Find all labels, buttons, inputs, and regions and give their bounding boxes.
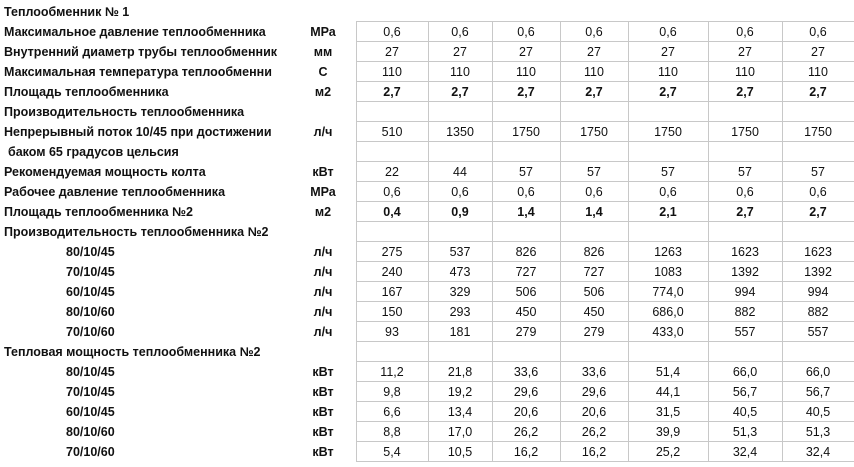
grid-line — [356, 181, 854, 182]
value-cell: 0,6 — [585, 185, 603, 199]
value-cell: 0,6 — [736, 25, 754, 39]
table-row — [0, 302, 854, 322]
value-cell: 44,1 — [655, 385, 681, 399]
row-unit: кВт — [312, 365, 334, 379]
value-cell: 57 — [661, 165, 675, 179]
value-cell: 57 — [587, 165, 601, 179]
row-unit: л/ч — [313, 265, 333, 279]
value-cell: 40,5 — [732, 405, 758, 419]
value-cell: 57 — [519, 165, 533, 179]
grid-line — [356, 441, 854, 442]
value-cell: 2,7 — [451, 85, 469, 99]
value-cell: 686,0 — [652, 305, 684, 319]
value-cell: 0,6 — [736, 185, 754, 199]
value-cell: 473 — [449, 265, 471, 279]
value-cell: 110 — [584, 65, 604, 79]
grid-line — [708, 22, 709, 462]
value-cell: 2,7 — [736, 205, 754, 219]
row-unit: кВт — [312, 165, 334, 179]
grid-line — [356, 121, 854, 122]
table-row — [0, 322, 854, 342]
grid-line — [560, 22, 561, 462]
value-cell: 0,9 — [451, 205, 469, 219]
grid-line — [356, 141, 854, 142]
value-cell: 110 — [735, 65, 755, 79]
value-cell: 727 — [583, 265, 605, 279]
row-label: Максимальное давление теплообменника — [4, 25, 266, 39]
grid-line — [492, 22, 493, 462]
value-cell: 93 — [385, 325, 399, 339]
value-cell: 0,6 — [809, 185, 827, 199]
value-cell: 19,2 — [447, 385, 473, 399]
value-cell: 40,5 — [805, 405, 831, 419]
value-cell: 826 — [515, 245, 537, 259]
row-label: баком 65 градусов цельсия — [8, 145, 179, 159]
table-row — [0, 182, 854, 202]
grid-line — [356, 61, 854, 62]
table-row — [0, 202, 854, 222]
row-unit: л/ч — [313, 305, 333, 319]
value-cell: 506 — [515, 285, 537, 299]
value-cell: 0,6 — [659, 185, 677, 199]
grid-line — [356, 201, 854, 202]
table-row — [0, 342, 854, 362]
value-cell: 1750 — [580, 125, 608, 139]
value-cell: 2,7 — [809, 85, 827, 99]
value-cell: 1083 — [654, 265, 682, 279]
value-cell: 13,4 — [447, 405, 473, 419]
row-unit: л/ч — [313, 285, 333, 299]
value-cell: 2,7 — [383, 85, 401, 99]
value-cell: 2,1 — [659, 205, 677, 219]
grid-line — [356, 81, 854, 82]
table-row — [0, 442, 854, 462]
grid-line — [356, 321, 854, 322]
table-row — [0, 402, 854, 422]
row-label: 80/10/45 — [66, 365, 115, 379]
value-cell: 994 — [734, 285, 756, 299]
value-cell: 27 — [738, 45, 752, 59]
row-label: 70/10/60 — [66, 445, 115, 459]
value-cell: 110 — [658, 65, 678, 79]
value-cell: 0,6 — [585, 25, 603, 39]
value-cell: 0,6 — [451, 185, 469, 199]
value-cell: 51,4 — [655, 365, 681, 379]
grid-line — [356, 161, 854, 162]
row-label: Производительность теплообменника №2 — [4, 225, 269, 239]
value-cell: 110 — [516, 65, 536, 79]
value-cell: 20,6 — [513, 405, 539, 419]
value-cell: 2,7 — [659, 85, 677, 99]
row-label: 70/10/45 — [66, 265, 115, 279]
grid-line — [356, 41, 854, 42]
row-unit: м2 — [314, 205, 332, 219]
row-unit: С — [318, 65, 328, 79]
value-cell: 450 — [583, 305, 605, 319]
value-cell: 29,6 — [513, 385, 539, 399]
value-cell: 0,6 — [383, 25, 401, 39]
row-unit: МРа — [310, 25, 336, 39]
value-cell: 8,8 — [383, 425, 401, 439]
value-cell: 727 — [515, 265, 537, 279]
value-cell: 31,5 — [655, 405, 681, 419]
value-cell: 510 — [381, 125, 403, 139]
value-cell: 329 — [449, 285, 471, 299]
row-label: 70/10/45 — [66, 385, 115, 399]
value-cell: 16,2 — [581, 445, 607, 459]
value-cell: 56,7 — [732, 385, 758, 399]
value-cell: 1263 — [654, 245, 682, 259]
value-cell: 0,6 — [517, 25, 535, 39]
value-cell: 1,4 — [517, 205, 535, 219]
grid-line — [356, 401, 854, 402]
value-cell: 450 — [515, 305, 537, 319]
value-cell: 275 — [381, 245, 403, 259]
value-cell: 433,0 — [652, 325, 684, 339]
value-cell: 506 — [583, 285, 605, 299]
value-cell: 0,6 — [659, 25, 677, 39]
grid-line — [356, 421, 854, 422]
value-cell: 10,5 — [447, 445, 473, 459]
value-cell: 1350 — [446, 125, 474, 139]
row-label: 70/10/60 — [66, 325, 115, 339]
row-label: 60/10/45 — [66, 405, 115, 419]
grid-line — [356, 101, 854, 102]
table-row — [0, 22, 854, 42]
value-cell: 29,6 — [581, 385, 607, 399]
value-cell: 1750 — [654, 125, 682, 139]
value-cell: 2,7 — [517, 85, 535, 99]
value-cell: 32,4 — [732, 445, 758, 459]
table-row — [0, 102, 854, 122]
value-cell: 882 — [807, 305, 829, 319]
value-cell: 0,6 — [517, 185, 535, 199]
table-row — [0, 142, 854, 162]
row-unit: л/ч — [313, 325, 333, 339]
table-row — [0, 82, 854, 102]
value-cell: 1623 — [804, 245, 832, 259]
value-cell: 2,7 — [736, 85, 754, 99]
value-cell: 181 — [449, 325, 471, 339]
value-cell: 1,4 — [585, 205, 603, 219]
value-cell: 0,6 — [809, 25, 827, 39]
value-cell: 537 — [449, 245, 471, 259]
value-cell: 9,8 — [383, 385, 401, 399]
value-cell: 1750 — [804, 125, 832, 139]
grid-line — [356, 381, 854, 382]
grid-line — [356, 261, 854, 262]
table-row — [0, 282, 854, 302]
row-label: Рекомендуемая мощность колта — [4, 165, 206, 179]
row-unit: кВт — [312, 445, 334, 459]
table-row — [0, 122, 854, 142]
value-cell: 33,6 — [513, 365, 539, 379]
table-row — [0, 422, 854, 442]
row-label: Непрерывный поток 10/45 при достижении — [4, 125, 272, 139]
table-row — [0, 2, 854, 22]
row-label: Тепловая мощность теплообменника №2 — [4, 345, 261, 359]
value-cell: 11,2 — [380, 365, 404, 379]
row-unit: л/ч — [313, 125, 333, 139]
grid-line — [356, 301, 854, 302]
value-cell: 150 — [381, 305, 403, 319]
value-cell: 0,6 — [383, 185, 401, 199]
grid-line — [428, 22, 429, 462]
value-cell: 994 — [807, 285, 829, 299]
value-cell: 279 — [515, 325, 537, 339]
value-cell: 25,2 — [655, 445, 681, 459]
value-cell: 27 — [519, 45, 533, 59]
value-cell: 33,6 — [581, 365, 607, 379]
value-cell: 51,3 — [805, 425, 831, 439]
value-cell: 17,0 — [447, 425, 473, 439]
value-cell: 21,8 — [447, 365, 473, 379]
table-row — [0, 242, 854, 262]
row-unit: кВт — [312, 425, 334, 439]
value-cell: 1392 — [804, 265, 832, 279]
value-cell: 66,0 — [805, 365, 831, 379]
value-cell: 0,4 — [383, 205, 401, 219]
table-row — [0, 382, 854, 402]
grid-line — [356, 241, 854, 242]
value-cell: 56,7 — [805, 385, 831, 399]
grid-line — [356, 281, 854, 282]
grid-line — [356, 221, 854, 222]
grid-line — [356, 361, 854, 362]
grid-line — [782, 22, 783, 462]
value-cell: 5,4 — [383, 445, 401, 459]
value-cell: 240 — [381, 265, 403, 279]
value-cell: 22 — [385, 165, 399, 179]
value-cell: 110 — [382, 65, 402, 79]
table-row — [0, 62, 854, 82]
row-label: 60/10/45 — [66, 285, 115, 299]
value-cell: 6,6 — [383, 405, 401, 419]
row-unit: МРа — [310, 185, 336, 199]
value-cell: 774,0 — [652, 285, 684, 299]
row-label: 80/10/60 — [66, 425, 115, 439]
value-cell: 27 — [811, 45, 825, 59]
row-unit: л/ч — [313, 245, 333, 259]
value-cell: 26,2 — [581, 425, 607, 439]
value-cell: 32,4 — [805, 445, 831, 459]
value-cell: 57 — [738, 165, 752, 179]
grid-line — [356, 22, 357, 462]
row-unit: м2 — [314, 85, 332, 99]
value-cell: 1623 — [731, 245, 759, 259]
value-cell: 826 — [583, 245, 605, 259]
row-label: Площадь теплообменника — [4, 85, 169, 99]
row-label: Производительность теплообменника — [4, 105, 245, 119]
value-cell: 1392 — [731, 265, 759, 279]
value-cell: 882 — [734, 305, 756, 319]
value-cell: 44 — [453, 165, 467, 179]
table-row — [0, 362, 854, 382]
grid-line — [356, 461, 854, 462]
value-cell: 1750 — [731, 125, 759, 139]
row-unit: кВт — [312, 405, 334, 419]
value-cell: 27 — [661, 45, 675, 59]
value-cell: 0,6 — [451, 25, 469, 39]
value-cell: 110 — [450, 65, 470, 79]
value-cell: 66,0 — [732, 365, 758, 379]
value-cell: 1750 — [512, 125, 540, 139]
row-label: Рабочее давление теплообменника — [4, 185, 226, 199]
grid-line — [356, 341, 854, 342]
row-unit: мм — [313, 45, 333, 59]
grid-line — [356, 21, 854, 22]
value-cell: 2,7 — [809, 205, 827, 219]
row-label: Максимальная температура теплообменни — [4, 65, 272, 79]
row-unit: кВт — [312, 385, 334, 399]
grid-line — [628, 22, 629, 462]
value-cell: 27 — [453, 45, 467, 59]
row-label: Внутренний диаметр трубы теплообменник — [4, 45, 278, 59]
value-cell: 27 — [587, 45, 601, 59]
value-cell: 57 — [811, 165, 825, 179]
row-label: Площадь теплообменника №2 — [4, 205, 193, 219]
value-cell: 557 — [807, 325, 829, 339]
value-cell: 39,9 — [655, 425, 681, 439]
table-row — [0, 162, 854, 182]
value-cell: 293 — [449, 305, 471, 319]
value-cell: 20,6 — [581, 405, 607, 419]
value-cell: 26,2 — [513, 425, 539, 439]
value-cell: 27 — [385, 45, 399, 59]
row-label: 80/10/45 — [66, 245, 115, 259]
row-label: Теплообменник № 1 — [4, 5, 130, 19]
row-label: 80/10/60 — [66, 305, 115, 319]
value-cell: 557 — [734, 325, 756, 339]
value-cell: 51,3 — [732, 425, 758, 439]
value-cell: 167 — [381, 285, 403, 299]
table-row — [0, 222, 854, 242]
value-cell: 279 — [583, 325, 605, 339]
value-cell: 2,7 — [585, 85, 603, 99]
value-cell: 16,2 — [513, 445, 539, 459]
table-row — [0, 262, 854, 282]
value-cell: 110 — [808, 65, 828, 79]
table-row — [0, 42, 854, 62]
